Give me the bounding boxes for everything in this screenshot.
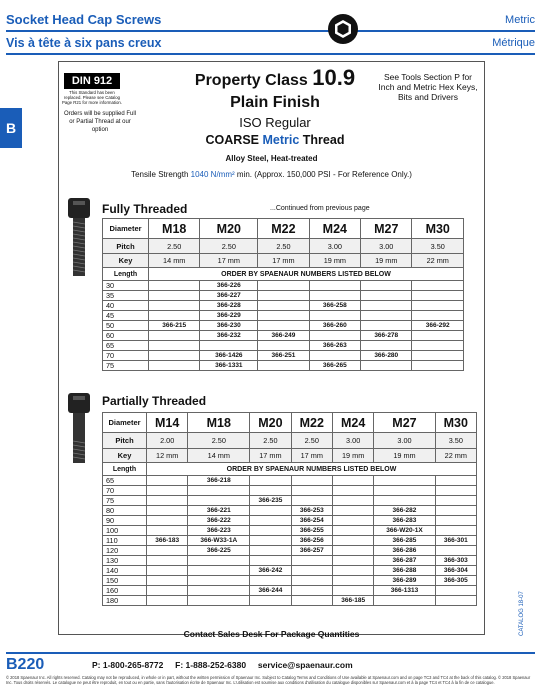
part-number-cell[interactable]: 366-226 [200,281,258,291]
diameter-m30: M30 [412,219,464,239]
part-number-cell [332,516,373,526]
part-number-cell[interactable]: 366-254 [291,516,332,526]
part-number-cell[interactable]: 366-235 [250,496,291,506]
part-number-cell[interactable]: 366-1331 [200,361,258,371]
pitch-cell: 3.50 [412,239,464,254]
length-cell: 75 [103,361,149,371]
table-row [103,331,464,341]
part-number-cell [435,506,476,516]
footer-email[interactable]: service@spaenaur.com [257,660,353,670]
part-number-cell [258,361,309,371]
part-number-cell [374,496,435,506]
orders-note: Orders will be supplied Full or Partial Thread at our option [63,111,137,133]
header-title: Socket Head Cap Screws [6,12,162,27]
partially-threaded-table [102,412,477,606]
part-number-cell [361,341,412,351]
footer-fax[interactable]: F: 1-888-252-6380 [175,660,247,670]
table-row [103,291,464,301]
part-number-cell [250,536,291,546]
diameter-m20: M20 [250,413,291,433]
part-number-cell[interactable]: 366-255 [291,526,332,536]
part-number-cell[interactable]: 366-260 [309,321,360,331]
header-subtitle: Vis à tête à six pans creux [6,36,162,50]
part-number-cell [149,291,200,301]
diameter-m20: M20 [200,219,258,239]
diameter-m18: M18 [188,413,250,433]
part-number-cell[interactable]: 366-222 [188,516,250,526]
part-number-cell [149,311,200,321]
part-number-cell [291,496,332,506]
part-number-cell[interactable]: 366-227 [200,291,258,301]
key-cell: 17 mm [258,254,309,268]
length-label: Length [103,268,149,281]
table-row [103,546,477,556]
part-number-cell [250,486,291,496]
table-row [103,496,477,506]
part-number-cell [361,301,412,311]
part-number-cell [250,516,291,526]
hex-socket-icon [328,14,358,44]
table-row [103,596,477,606]
length-cell: 60 [103,331,149,341]
fully-threaded-screw-image [66,198,92,278]
partially-threaded-screw-image [66,393,92,465]
part-number-cell [258,321,309,331]
fully-threaded-table [102,218,464,371]
part-number-cell [332,526,373,536]
part-number-cell[interactable]: 366-W33-1A [188,536,250,546]
part-number-cell [309,291,360,301]
part-number-cell [291,476,332,486]
diameter-m18: M18 [149,219,200,239]
part-number-cell [435,496,476,506]
diameter-m22: M22 [291,413,332,433]
part-number-cell [291,486,332,496]
diameter-m24: M24 [309,219,360,239]
length-cell: 65 [103,341,149,351]
key-cell: 19 mm [332,449,373,463]
part-number-cell[interactable]: 366-305 [435,576,476,586]
part-number-cell[interactable]: 366-292 [412,321,464,331]
part-number-cell[interactable]: 366-257 [291,546,332,556]
part-number-cell[interactable]: 366-230 [200,321,258,331]
pitch-cell: 2.50 [149,239,200,254]
part-number-cell[interactable]: 366-242 [250,566,291,576]
part-number-cell [332,476,373,486]
part-number-cell[interactable]: 366-244 [250,586,291,596]
finish-title: Plain Finish [230,94,320,111]
part-number-cell [188,496,250,506]
table-row [103,476,477,486]
part-number-cell [291,596,332,606]
part-number-cell [149,301,200,311]
diameter-m30: M30 [435,413,476,433]
property-class-title [160,65,390,91]
key-cell: 19 mm [361,254,412,268]
din-badge: DIN 912 [64,73,120,89]
length-cell: 65 [103,476,147,486]
part-number-cell [332,546,373,556]
part-number-cell [309,351,360,361]
part-number-cell [309,331,360,341]
part-number-cell [258,311,309,321]
part-number-cell [332,536,373,546]
length-cell: 150 [103,576,147,586]
length-cell: 180 [103,596,147,606]
part-number-cell[interactable]: 366-303 [435,556,476,566]
part-number-cell [435,526,476,536]
part-number-cell [361,291,412,301]
key-label: Key [103,449,147,463]
header-metric-fr: Métrique [492,37,535,49]
key-cell: 19 mm [374,449,435,463]
part-number-cell[interactable]: 366-1426 [200,351,258,361]
diameter-m14: M14 [147,413,188,433]
key-cell: 14 mm [188,449,250,463]
part-number-cell[interactable]: 366-1313 [374,586,435,596]
part-number-cell[interactable]: 366-223 [188,526,250,536]
fully-threaded-heading: Fully Threaded [102,202,188,216]
part-number-cell [374,486,435,496]
part-number-cell [258,291,309,301]
part-number-cell[interactable]: 366-218 [188,476,250,486]
table-row [103,351,464,361]
part-number-cell [188,566,250,576]
part-number-cell [147,576,188,586]
part-number-cell [435,476,476,486]
part-number-cell[interactable]: 366-283 [374,516,435,526]
thread-suffix: Thread [299,133,345,147]
part-number-cell [291,566,332,576]
part-number-cell [412,291,464,301]
part-number-cell [147,566,188,576]
length-label: Length [103,463,147,476]
tensile-note [58,170,485,179]
part-number-cell [361,281,412,291]
part-number-cell[interactable]: 366-185 [332,596,373,606]
header-metric-en: Metric [505,14,535,26]
part-number-cell [188,586,250,596]
table-row [103,361,464,371]
part-number-cell [149,281,200,291]
part-number-cell [412,281,464,291]
pitch-cell: 2.50 [291,433,332,449]
header-rule [6,30,535,32]
part-number-cell [412,331,464,341]
order-note: ORDER BY SPAENAUR NUMBERS LISTED BELOW [147,463,477,476]
part-number-cell[interactable]: 366-288 [374,566,435,576]
thread-metric: Metric [262,133,300,147]
part-number-cell[interactable]: 366-215 [149,321,200,331]
part-number-cell[interactable]: 366-301 [435,536,476,546]
part-number-cell[interactable]: 366-W20-1X [374,526,435,536]
part-number-cell[interactable]: 366-229 [200,311,258,321]
pitch-cell: 3.00 [309,239,360,254]
part-number-cell [188,486,250,496]
part-number-cell [361,361,412,371]
length-cell: 70 [103,351,149,361]
pitch-cell: 3.00 [332,433,373,449]
part-number-cell[interactable]: 366-251 [258,351,309,361]
length-cell: 75 [103,496,147,506]
part-number-cell[interactable]: 366-286 [374,546,435,556]
part-number-cell[interactable]: 366-256 [291,536,332,546]
catalog-number: CATALOG 18-07 [519,591,525,636]
tools-note: See Tools Section P for Inch and Metric Hex Keys, Bits and Drivers [378,72,478,102]
table-row [103,311,464,321]
pitch-label: Pitch [103,239,149,254]
part-number-cell [147,496,188,506]
part-number-cell[interactable]: 366-221 [188,506,250,516]
partially-threaded-heading: Partially Threaded [102,394,207,408]
part-number-cell [147,526,188,536]
part-number-cell [412,361,464,371]
length-cell: 80 [103,506,147,516]
part-number-cell [149,361,200,371]
footer-rule [6,652,535,654]
part-number-cell[interactable]: 366-225 [188,546,250,556]
part-number-cell [435,586,476,596]
part-number-cell [374,476,435,486]
thread-prefix: COARSE [205,133,263,147]
part-number-cell [361,311,412,321]
part-number-cell [188,576,250,586]
table-row [103,556,477,566]
tensile-prefix: Tensile Strength [131,170,191,179]
table-row [103,506,477,516]
part-number-cell [412,311,464,321]
part-number-cell [200,341,258,351]
part-number-cell [149,341,200,351]
part-number-cell [147,476,188,486]
part-number-cell [258,341,309,351]
length-cell: 100 [103,526,147,536]
part-number-cell [435,486,476,496]
diameter-m24: M24 [332,413,373,433]
diameter-label: Diameter [103,413,147,433]
part-number-cell [250,576,291,586]
part-number-cell [361,321,412,331]
part-number-cell[interactable]: 366-249 [258,331,309,341]
tensile-value: 1040 N/mm² [190,170,235,179]
length-cell: 90 [103,516,147,526]
pitch-cell: 3.00 [361,239,412,254]
key-cell: 22 mm [412,254,464,268]
key-cell: 22 mm [435,449,476,463]
part-number-cell [147,486,188,496]
part-number-cell [291,556,332,566]
part-number-cell [250,506,291,516]
table-row [103,321,464,331]
length-cell: 45 [103,311,149,321]
part-number-cell [435,546,476,556]
part-number-cell[interactable]: 366-282 [374,506,435,516]
part-number-cell [188,596,250,606]
part-number-cell [149,331,200,341]
length-cell: 50 [103,321,149,331]
part-number-cell [250,476,291,486]
part-number-cell [412,301,464,311]
length-cell: 35 [103,291,149,301]
part-number-cell [309,311,360,321]
tensile-suffix: min. (Approx. 150,000 PSI - For Reference Only.) [234,170,412,179]
table-row [103,301,464,311]
part-number-cell [291,586,332,596]
part-number-cell [147,516,188,526]
part-number-cell [332,506,373,516]
key-cell: 17 mm [250,449,291,463]
header-rule-2 [6,53,535,55]
table-row [103,516,477,526]
part-number-cell [258,281,309,291]
din-note: This Standard has been replaced. Please see Catalog Page R21 for more information. [62,90,122,106]
title-class: 10.9 [312,65,356,90]
length-cell: 160 [103,586,147,596]
continued-note: ...Continued from previous page [270,205,370,212]
part-number-cell [188,556,250,566]
part-number-cell[interactable]: 366-232 [200,331,258,341]
section-tab[interactable]: B [0,108,22,148]
page-header [0,0,541,58]
order-note: ORDER BY SPAENAUR NUMBERS LISTED BELOW [149,268,464,281]
part-number-cell [291,576,332,586]
part-number-cell [250,546,291,556]
part-number-cell[interactable]: 366-289 [374,576,435,586]
key-cell: 14 mm [149,254,200,268]
contact-sales-note: Contact Sales Desk For Package Quantities [183,629,360,639]
length-cell: 40 [103,301,149,311]
alloy-note: Alloy Steel, Heat-treated [225,154,318,163]
part-number-cell [309,281,360,291]
part-number-cell[interactable]: 366-258 [309,301,360,311]
length-cell: 130 [103,556,147,566]
part-number-cell [374,596,435,606]
part-number-cell [332,586,373,596]
diameter-m27: M27 [374,413,435,433]
key-cell: 17 mm [200,254,258,268]
table-row [103,486,477,496]
pitch-cell: 3.00 [374,433,435,449]
table-row [103,536,477,546]
pitch-cell: 2.50 [258,239,309,254]
part-number-cell [147,506,188,516]
part-number-cell [147,546,188,556]
thread-title [160,133,390,147]
part-number-cell[interactable]: 366-253 [291,506,332,516]
part-number-cell [147,586,188,596]
part-number-cell[interactable]: 366-265 [309,361,360,371]
part-number-cell [332,576,373,586]
part-number-cell [435,596,476,606]
footer-legal: © 2018 Spaenaur Inc. All rights reserved. Catalog may not be reproduced, in whole or in part, without the written permission of Spaenaur Inc. Subject to Catalog Terms and Conditions of Use available at Spaenaur.com and on page TC3 and TC4 at the back of this catalog. © 2018 Spaenaur Inc. Tous droits réservés. Le catalogue ne peut être reproduit, en tout ou en partie, sans l'autorisation écrite de Spaenaur Inc. L'utilisation est soumise aux conditions d'utilisation du catalogue disponibles sur Spaenaur.com et à la page TC4 et TC4 à la fin de ce catalogue. [6,675,531,685]
part-number-cell [412,351,464,361]
part-number-cell [332,496,373,506]
part-number-cell [250,596,291,606]
part-number-cell[interactable]: 366-285 [374,536,435,546]
table-row [103,566,477,576]
diameter-m22: M22 [258,219,309,239]
key-cell: 19 mm [309,254,360,268]
table-row [103,526,477,536]
part-number-cell [250,556,291,566]
table-row [103,341,464,351]
part-number-cell[interactable]: 366-280 [361,351,412,361]
diameter-label: Diameter [103,219,149,239]
part-number-cell[interactable]: 366-263 [309,341,360,351]
pitch-cell: 2.50 [188,433,250,449]
diameter-m27: M27 [361,219,412,239]
part-number-cell [412,341,464,351]
part-number-cell[interactable]: 366-304 [435,566,476,576]
pitch-cell: 2.50 [250,433,291,449]
title-prefix: Property Class [194,72,313,89]
part-number-cell [149,351,200,361]
footer-phone[interactable]: P: 1-800-265-8772 [92,660,164,670]
part-number-cell [332,566,373,576]
key-cell: 17 mm [291,449,332,463]
pitch-cell: 2.00 [147,433,188,449]
part-number-cell [435,516,476,526]
table-row [103,281,464,291]
key-cell: 12 mm [147,449,188,463]
part-number-cell [258,301,309,311]
length-cell: 110 [103,536,147,546]
part-number-cell[interactable]: 366-287 [374,556,435,566]
length-cell: 140 [103,566,147,576]
part-number-cell [147,596,188,606]
part-number-cell [147,556,188,566]
part-number-cell [332,556,373,566]
pitch-label: Pitch [103,433,147,449]
length-cell: 70 [103,486,147,496]
part-number-cell [250,526,291,536]
table-row [103,576,477,586]
side-catalog-label [519,560,533,640]
part-number-cell[interactable]: 366-228 [200,301,258,311]
key-label: Key [103,254,149,268]
pitch-cell: 2.50 [200,239,258,254]
part-number-cell[interactable]: 366-183 [147,536,188,546]
page-number: B220 [6,656,45,673]
table-row [103,586,477,596]
length-cell: 120 [103,546,147,556]
footer-contact [92,660,353,670]
iso-title: ISO Regular [239,115,311,130]
part-number-cell [332,486,373,496]
length-cell: 30 [103,281,149,291]
part-number-cell[interactable]: 366-278 [361,331,412,341]
pitch-cell: 3.50 [435,433,476,449]
